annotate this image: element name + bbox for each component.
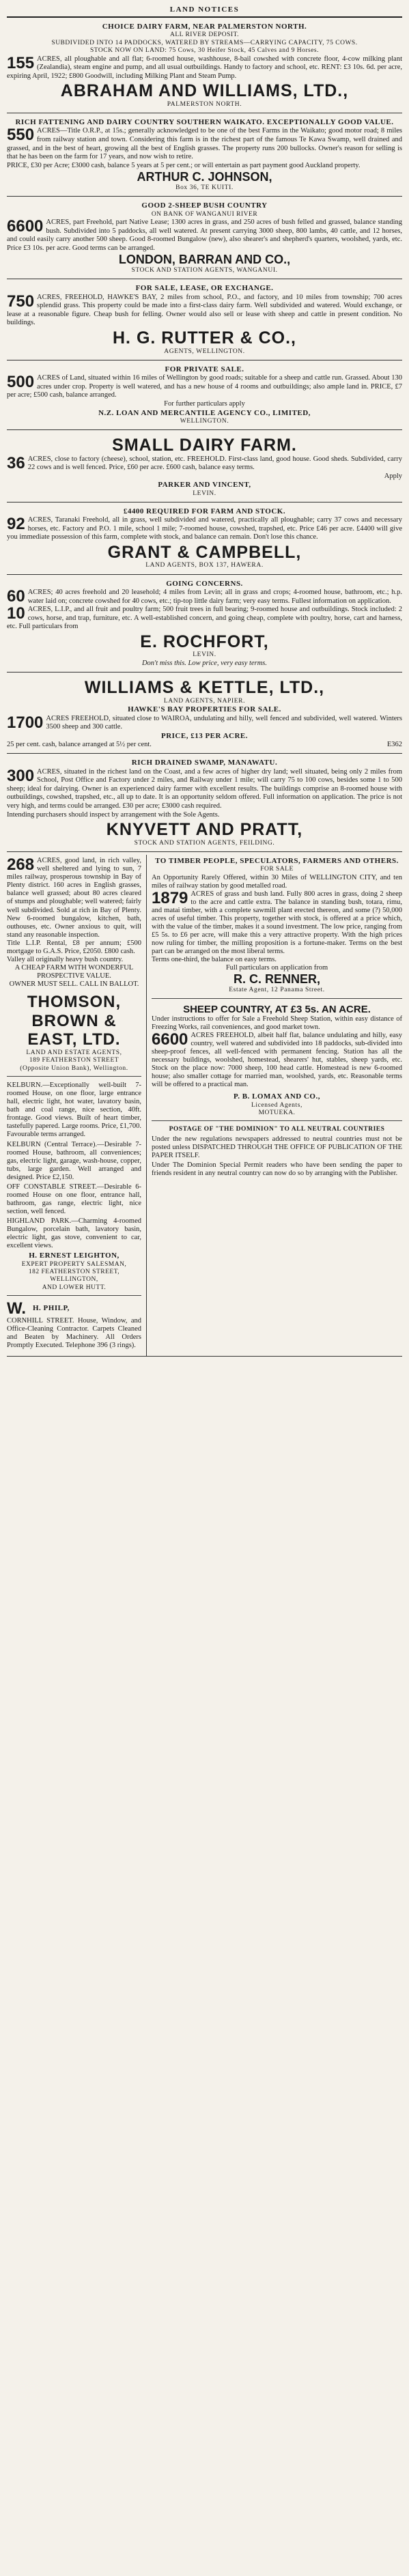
ad-sheep-country <box>152 1002 402 1122</box>
listing-item: KELBURN.—Exceptionally well-built 7-roomed House, on one floor, large entrance hall, electric light, hot water, lavatory basin, bath and coal range, nice section, 40ft. frontage. Good views. Built of heart timber, tastefully papered. Large rooms. Price, £1,700. Favourable terms arranged. <box>7 1081 141 1139</box>
ad-headline: HAWKE'S BAY PROPERTIES FOR SALE. <box>128 705 281 714</box>
ad-choice-dairy-farm <box>7 20 402 113</box>
acreage-number: 1879 <box>152 888 188 907</box>
ad-subhead: ON BANK OF WANGANUI RIVER <box>151 210 258 218</box>
ad-headline: RICH DRAINED SWAMP, MANAWATU. <box>131 759 278 767</box>
acreage-number: 92 <box>7 515 25 534</box>
advertiser-name: ARTHUR C. JOHNSON, <box>137 170 272 184</box>
ad-text: ACRES, close to factory (cheese), school, station, etc. FREEHOLD. First-class land, good house. Good sheds. Subdivided, carry 22 cows and is well fenced. Price, £60 per acre. £600 cash, balance easy terms. <box>27 455 402 472</box>
ad-ref: E362 <box>386 740 402 748</box>
advertiser-name: PARKER AND VINCENT, <box>158 481 251 490</box>
acreage-number: 60 <box>7 586 25 606</box>
ad-terms: Title L.I.P. Rental, £8 per annum; £500 mortgage to G.A.S. Price, £2050. £800 cash. <box>7 939 141 955</box>
advertiser-location: PALMERSTON NORTH. <box>167 100 242 108</box>
advertiser-address: 189 FEATHERSTON STREET <box>29 1057 119 1064</box>
ad-text: ACRES, all ploughable and all flat; 6-roomed house, washhouse, 8-bail cowshed with concrete floor, 4-cow milking plant (Zealandia), steam engine and pump, and all usual outbuildings. Handy to factory and school, etc. RENT: £3 10s. 6d. per acre, expiring April, 1922; £800 Goodwill, including Milking Plant and Steam Pump. <box>7 55 402 80</box>
advertiser-name: N.Z. LOAN AND MERCANTILE AGENCY CO., LIMITED, <box>98 408 311 417</box>
ad-body: Under the new regulations newspapers addressed to neutral countries must not be posted unless DISPATCHED THROUGH THE OFFICE OF PUBLICATION OF THE PAPER ITSELF. <box>152 1135 402 1159</box>
ad-going-concerns <box>7 578 402 673</box>
advertiser-name: GRANT & CAMPBELL, <box>107 542 302 562</box>
ad-headline: RICH FATTENING AND DAIRY COUNTRY SOUTHERN WAIKATO. EXCEPTIONALLY GOOD VALUE. <box>15 118 394 127</box>
ad-intro: Under instructions to offer for Sale a Freehold Sheep Station, within easy distance of Freezing Works, rail conveniences, and good market town. <box>152 1015 402 1031</box>
advertiser-name: H. PHILP, <box>33 1304 70 1313</box>
ad-note: OWNER MUST SELL. CALL IN BALLOT. <box>9 980 139 989</box>
advertiser-name: WILLIAMS & KETTLE, LTD., <box>84 678 325 698</box>
advertiser-location: LEVIN. <box>193 651 216 659</box>
ad-subhead: ALL RIVER DEPOSIT. <box>169 31 240 39</box>
ad-small-dairy-farm <box>7 433 402 503</box>
ad-line: SUBDIVIDED INTO 14 PADDOCKS, WATERED BY STREAMS—CARRYING CAPACITY, 75 COWS. <box>51 39 358 46</box>
ad-text: ACRES of grass and bush land. Fully 800 acres in grass, doing 2 sheep to the acre and cattle extra. The balance in standing bush, totara, rimu, and matai timber, with a complete sawmill plant erected thereon, and some (?) 50,000 acres of useful timber. This property, together with stock, is offered at a price which, with the value of the timber, makes it a sound investment. The low price, ranging from £5 5s. to £6 per acre, will make this a very attractive property. With the high prices now ruling for timber, the milling proposition is a fortune-maker. Terms on the best part can be arranged on the most liberal terms. <box>152 890 402 956</box>
listing-item: KELBURN (Central Terrace).—Desirable 7-roomed House, bathroom, all conveniences; gas, electric light, garage, wash-house, copper, tubs, large garden. Well arranged and designed. Price £2,150. <box>7 1140 141 1181</box>
advertiser-role: Licensed Agents, <box>251 1101 303 1109</box>
initial-letter: W. <box>7 1299 26 1318</box>
ad-body <box>152 1032 402 1089</box>
ad-text: ACRES of Land, situated within 16 miles of Wellington by good roads; suitable for a sheep and cattle run. Grassed. About 130 acres under crop. Property is well watered, and has a new house of 4 rooms and outbuildings; also ample land in. PRICE, £7 per acre; £500 cash, balance arranged. <box>7 374 402 399</box>
ad-price: PRICE, £13 PER ACRE. <box>160 731 249 740</box>
ad-text: ACRES, part Freehold, part Native Lease; 1300 acres in grass, and 250 acres of bush felled and grassed, balance standing bush. Subdivided into 5 paddocks, all well watered. At present carrying 3000 sheep, 800 lambs, 40 cattle, and 12 horses, and could easily carry another 500 sheep. Good 8-roomed Bungalow (new), also shearer's and shepherd's quarters, woolshed, yards, etc. Price £3 10s. per acre. Good terms can be arranged. <box>7 218 402 252</box>
advertiser-name: KNYVETT AND PRATT, <box>106 820 303 840</box>
ad-body: CORNHILL STREET. House, Window, and Office-Cleaning Contractor. Carpets Cleaned and Beaten by Machinery. All Orders Promptly Executed. Telephone 396 (3 rings). <box>7 1316 141 1350</box>
advertiser-location: LAND AGENTS, NAPIER. <box>163 697 246 705</box>
advertiser-location: AGENTS, WELLINGTON. <box>164 348 245 355</box>
ad-postage-notice <box>152 1124 402 1181</box>
advertiser-name: THOMSON, BROWN & EAST, LTD. <box>27 993 122 1049</box>
ad-headline: TO TIMBER PEOPLE, SPECULATORS, FARMERS AND OTHERS. <box>155 857 399 866</box>
acreage-number: 500 <box>7 373 35 392</box>
listing-item: OFF CONSTABLE STREET.—Desirable 6-roomed House on one floor, entrance hall, bathroom, gas range, electric light, nice section, well fenced. <box>7 1183 141 1216</box>
ad-text: ACRES, good land, in rich valley, well sheltered and lying to sun, 7 miles railway, prosperous township in Bay of Plenty district. 160 acres in English grasses, balance well grassed; about 80 acres cleared of stumps and ploughable; well watered; fairly well subdivided. Sold at rich in Bay of Plenty. New 6-roomed bungalow, kitchen, bath, outhouses, etc. Owner anxious to quit, will stand any reasonable inspection. <box>7 857 141 939</box>
acreage-number: 750 <box>7 292 35 311</box>
ad-text: ACRES; 40 acres freehold and 20 leasehold; 4 miles from Levin; all in grass and crops; 4-roomed house, bathroom, etc.; h.p. water laid on; concrete cowshed for 40 cows, etc.; tip-top little dairy farm; very easy terms. Fullest information on application. <box>27 588 402 605</box>
advertiser-location: Box 36, TE KUITI. <box>175 184 234 192</box>
ad-body <box>7 586 402 606</box>
ad-manawatu-swamp <box>7 756 402 852</box>
ad-more: Apply <box>384 472 402 480</box>
ad-leighton-houses <box>7 1079 141 1296</box>
ad-body <box>7 218 402 253</box>
ad-body <box>7 127 402 161</box>
ad-more: For further particulars apply <box>164 399 245 408</box>
ad-text: ACRES—Title O.R.P., at 15s.; generally acknowledged to be one of the best Farms in the Waikato; good motor road; 8 miles from railway station and town. Considering this farm is in the richest part of the famous Te Kawa Swamp, well drained and grassed, and in the best of heart, growing all the best of English grasses. The property runs 200 bullocks. Owner's reason for selling is that he has been on the farm for 17 years, and now wish to retire. <box>7 127 402 161</box>
ad-body <box>7 294 402 328</box>
two-column-section <box>7 855 402 1357</box>
ad-text: ACRES FREEHOLD, albeit half flat, balance undulating and hilly, easy country, well watered and subdivided into 18 paddocks, sub-divided into sheep-proof fences, all well-fenced with permanent fencing. Station has all the necessary buildings, woolshed, homestead, shearers' hut, stables, sheep yards, etc. Stock on the place now: 7000 sheep, 100 head cattle. Homestead is new 6-roomed house; also smaller cottage for married man, woolshed, yards, etc. Reasonable terms will be offered to a practical man. <box>152 1031 402 1089</box>
ad-terms-row <box>7 741 402 750</box>
acreage-number: 10 <box>7 604 25 623</box>
acreage-number: 6600 <box>7 217 44 236</box>
acreage-number: 36 <box>7 453 25 472</box>
advertiser-location: LAND AGENTS, BOX 137, HAWERA. <box>145 562 264 569</box>
ad-more: Terms one-third, the balance on easy terms. <box>152 956 277 964</box>
advertiser-name: H. ERNEST LEIGHTON, <box>29 1251 119 1260</box>
ad-headline: POSTAGE OF "THE DOMINION" TO ALL NEUTRAL COUNTRIES <box>169 1126 385 1133</box>
ad-terms: 25 per cent. cash, balance arranged at 5½ per cent. <box>7 740 152 748</box>
listing-item: HIGHLAND PARK.—Charming 4-roomed Bungalow, porcelain bath, lavatory basin, electric light, gas stove, convenient to car, excellent views. <box>7 1217 141 1250</box>
ad-claim: A CHEAP FARM WITH WONDERFUL PROSPECTIVE VALUE. <box>14 963 134 980</box>
ad-headline: CHOICE DAIRY FARM, NEAR PALMERSTON NORTH. <box>102 23 307 31</box>
ad-body <box>7 857 141 939</box>
advertiser-location: MOTUEKA. <box>258 1109 296 1116</box>
ad-hawkes-bay-exchange <box>7 282 402 360</box>
advertiser-location: STOCK AND STATION AGENTS, WANGANUI. <box>131 267 278 274</box>
ad-body <box>7 374 402 400</box>
ad-intro: An Opportunity Rarely Offered, within 30 Miles of WELLINGTON CITY, and ten miles of railway station by good metalled road. <box>152 873 402 890</box>
ad-southern-waikato <box>7 116 402 197</box>
ad-private-sale <box>7 363 402 430</box>
acreage-number: 1700 <box>7 713 44 732</box>
advertiser-name: R. C. RENNER, <box>233 972 320 987</box>
advertiser-name: ABRAHAM AND WILLIAMS, LTD., <box>60 81 349 101</box>
ad-note: Don't miss this. Low price, very easy terms. <box>141 659 268 667</box>
advertiser-location: WELLINGTON. <box>180 417 229 425</box>
advertiser-name: LONDON, BARRAN AND CO., <box>118 253 291 267</box>
section-masthead: LAND NOTICES <box>7 4 402 18</box>
ad-headline: FOR PRIVATE SALE. <box>165 365 244 373</box>
advertiser-location: STOCK AND STATION AGENTS, FEILDING. <box>134 839 275 847</box>
acreage-number: 300 <box>7 766 35 785</box>
advertiser-title: EXPERT PROPERTY SALESMAN, <box>21 1260 127 1268</box>
ad-text: ACRES, Taranaki Freehold, all in grass, well subdivided and watered, practically all ploughable; carry 37 cows and necessary horses, etc. Factory and P.O. 1 mile, school 1 mile; 7-roomed house, cowshed, trapshed, etc. Price £46 per acre. £4400 will give you immediate possession of this farm, complete with stock, and balance can remain. Don't lose this chance. <box>7 516 402 541</box>
acreage-number: 155 <box>7 53 35 72</box>
ad-body-2: Under The Dominion Special Permit readers who have been sending the paper to friends resident in any neutral country can now do so by arranging with the Publisher. <box>152 1161 402 1177</box>
advertiser-location: Estate Agent, 12 Panama Street. <box>229 987 325 994</box>
ad-wanganui-bush-country <box>7 199 402 279</box>
ad-text: ACRES, situated in the richest land on the Coast, and a few acres of higher dry land; well situated, being only 2 miles from School, Post Office and Factory under 2 miles, and Railway under 1 mile; will carry 75 to 100 cows, besides some 1 to 500 sheep; ideal for dairying. Owner is an experienced dairy farmer with excellent results. The buildings comprise an 8-roomed house with outbuildings, cowshed, trapshed, etc., all up to date. It is an opportunity seldom offered. Full information on application. The price is not very high, and terms could be arranged. £30 per acre; £3000 cash required. <box>7 767 402 810</box>
ad-line: STOCK NOW ON LAND: 75 Cows, 30 Heifer Stock, 45 Calves and 9 Horses. <box>90 47 319 55</box>
acreage-number: 550 <box>7 126 35 145</box>
ad-more: Valley all originally heavy bush country. <box>7 955 124 963</box>
ad-headline: SHEEP COUNTRY, AT £3 5s. AN ACRE. <box>183 1003 371 1015</box>
ad-body <box>7 715 402 732</box>
ad-contact: Full particulars on application from <box>225 964 328 972</box>
advertiser-location: AND LOWER HUTT. <box>42 1284 107 1291</box>
ad-farm-and-stock <box>7 505 402 575</box>
ad-price: PRICE, £30 per Acre; £3000 cash, balance 5 years at 5 per cent.; or will entertain as part payment good Auckland property. <box>7 161 361 169</box>
ad-body <box>7 768 402 811</box>
ad-timber-people <box>152 855 402 998</box>
ad-headline: £4400 REQUIRED FOR FARM AND STOCK. <box>123 507 286 515</box>
ad-text: ACRES FREEHOLD, situated close to WAIROA, undulating and hilly, well fenced and subdivided, well watered. Winters 3500 sheep and 300 cattle. <box>46 714 402 731</box>
ad-text: ACRES, FREEHOLD, HAWKE'S BAY, 2 miles from school, P.O., and factory, and 10 miles from township; 700 acres splendid grass. This property could be made into a first-class dairy farm. Well subdivided and watered. Would exchange, or lease at a reasonable figure. Cheap bush for felling. Owner would also sell or lease with sheep and cattle in present condition. No buildings. <box>7 293 402 327</box>
ad-text: ACRES, L.I.P., and all fruit and poultry farm; 500 fruit trees in full bearing; 9-roomed house and outbuildings. Stock included: 2 cows, horse, and trap, furniture, etc. A well-established concern, and going cheap, complete with poultry, horse, cart and harness, etc. Full particulars from <box>7 606 402 631</box>
ad-more: Intending purchasers should inspect by arrangement with the Sole Agents. <box>7 810 220 819</box>
ad-headline: SMALL DAIRY FARM. <box>112 436 297 455</box>
advertiser-location: LEVIN. <box>193 490 216 497</box>
left-column <box>7 855 147 1356</box>
ad-headline: GOOD 2-SHEEP BUSH COUNTRY <box>141 201 268 210</box>
ad-body <box>7 516 402 542</box>
ad-body <box>7 606 402 632</box>
advertiser-address-line: (Opposite Union Bank), Wellington. <box>20 1064 128 1072</box>
advertiser-name: H. G. RUTTER & CO., <box>113 328 296 348</box>
ad-body <box>152 890 402 957</box>
advertiser-name: P. B. LOMAX AND CO., <box>234 1092 320 1101</box>
advertiser-address: 182 FEATHERSTON STREET, WELLINGTON, <box>28 1268 120 1284</box>
advertiser-name: E. ROCHFORT, <box>140 632 269 651</box>
advertiser-location: LAND AND ESTATE AGENTS, <box>26 1049 122 1056</box>
ad-subhead: FOR SALE <box>260 866 294 873</box>
right-column <box>147 855 402 1356</box>
ad-philp-cleaning <box>7 1299 141 1353</box>
ad-bay-of-plenty <box>7 855 141 1077</box>
ad-williams-kettle <box>7 675 402 754</box>
ad-headline: FOR SALE, LEASE, OR EXCHANGE. <box>135 284 274 293</box>
acreage-number: 6600 <box>152 1030 188 1049</box>
ad-body <box>7 55 402 81</box>
ad-headline: GOING CONCERNS. <box>166 579 243 588</box>
ad-header-row <box>7 1301 141 1317</box>
ad-body <box>7 455 402 472</box>
acreage-number: 268 <box>7 855 35 875</box>
